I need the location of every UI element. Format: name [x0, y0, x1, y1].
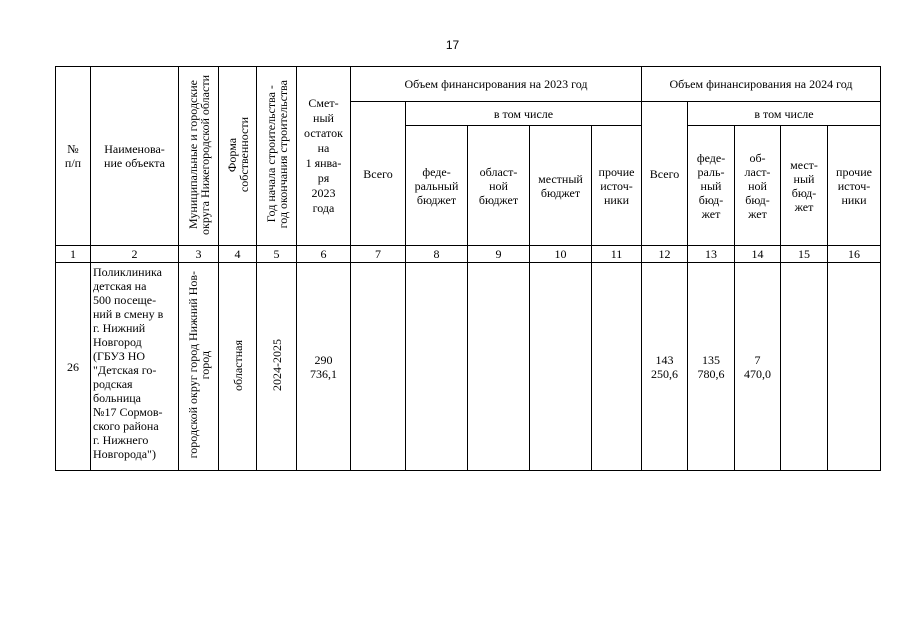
header-federal-2024: феде- раль- ный бюд- жет — [688, 126, 735, 246]
federal-2023-cell — [406, 263, 468, 471]
column-number: 3 — [179, 246, 219, 263]
other-2024-cell — [828, 263, 881, 471]
header-local-2023: местный бюджет — [530, 126, 592, 246]
column-number: 16 — [828, 246, 881, 263]
header-remaining-cost: Смет- ный остаток на 1 янва- ря 2023 года — [297, 67, 351, 246]
row-number: 26 — [56, 263, 91, 471]
header-number: № п/п — [56, 67, 91, 246]
column-number: 4 — [219, 246, 257, 263]
column-number-row — [56, 246, 881, 263]
ownership-cell: областная — [219, 263, 257, 471]
header-financing-2023: Объем финансирования на 2023 год — [351, 67, 642, 102]
column-number: 8 — [406, 246, 468, 263]
federal-2024-cell: 135 780,6 — [688, 263, 735, 471]
years-cell: 2024-2025 — [257, 263, 297, 471]
header-regional-2024: об- ласт- ной бюд- жет — [735, 126, 781, 246]
column-number: 13 — [688, 246, 735, 263]
header-regional-2023: област- ной бюджет — [468, 126, 530, 246]
header-other-2024: прочие источ- ники — [828, 126, 881, 246]
column-number: 11 — [592, 246, 642, 263]
header-other-2023: прочие источ- ники — [592, 126, 642, 246]
column-number: 9 — [468, 246, 530, 263]
local-2024-cell — [781, 263, 828, 471]
header-ownership: Форма собственности — [219, 67, 257, 246]
regional-2023-cell — [468, 263, 530, 471]
column-number: 10 — [530, 246, 592, 263]
column-number: 12 — [642, 246, 688, 263]
header-district: Муниципальные и городские округа Нижегородской области — [179, 67, 219, 246]
column-number: 6 — [297, 246, 351, 263]
column-number: 7 — [351, 246, 406, 263]
other-2023-cell — [592, 263, 642, 471]
column-number: 2 — [91, 246, 179, 263]
local-2023-cell — [530, 263, 592, 471]
column-number: 14 — [735, 246, 781, 263]
header-including-2023: в том числе — [406, 102, 642, 126]
header-financing-2024: Объем финансирования на 2024 год — [642, 67, 881, 102]
financing-table — [55, 66, 881, 471]
header-construction-years: Год начала строительства - год окончания строительства — [257, 67, 297, 246]
header-total-2024: Всего — [642, 102, 688, 246]
page-number: 17 — [445, 38, 460, 52]
column-number: 5 — [257, 246, 297, 263]
total-2024-cell: 143 250,6 — [642, 263, 688, 471]
header-object-name: Наименова- ние объекта — [91, 67, 179, 246]
object-name: Поликлиника детская на 500 посеще- ний в смену в г. Нижний Новгород (ГБУЗ НО "Детская го- родская больница №17 Сормов- ского района г. Нижнего Новгорода") — [91, 263, 179, 471]
header-local-2024: мест- ный бюд- жет — [781, 126, 828, 246]
column-number: 1 — [56, 246, 91, 263]
header-including-2024: в том числе — [688, 102, 881, 126]
total-2023-cell — [351, 263, 406, 471]
table-row — [56, 263, 881, 471]
remaining-cost-cell: 290 736,1 — [297, 263, 351, 471]
column-number: 15 — [781, 246, 828, 263]
regional-2024-cell: 7 470,0 — [735, 263, 781, 471]
header-total-2023: Всего — [351, 102, 406, 246]
header-federal-2023: феде- ральный бюджет — [406, 126, 468, 246]
district-cell: городской округ город Нижний Нов- город — [179, 263, 219, 471]
